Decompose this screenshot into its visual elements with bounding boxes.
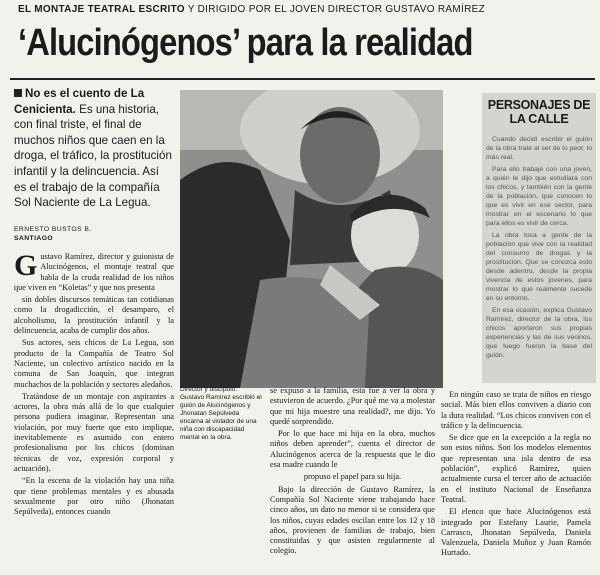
paragraph: propuso el papel para su hija. xyxy=(303,472,402,482)
paragraph: En esa ocasión, explica Gustavo Ramírez, director de la obra, los chicos aportaron sus propias experiencias y las de sus vecinos, que luego fueron la base del guión. xyxy=(486,307,592,359)
sidebar-text xyxy=(486,135,592,363)
paragraph: Bajo la dirección de Gustavo Ramírez, la Compañía Sol Naciente viene trabajando hace cinco años, un dato no menor si se considera que los niños, cuyas edades oscilan entre los 12 y 18 años, provienen de familias de trabajo, bien constituidas y que asisten regularmente al colegio. xyxy=(270,484,435,556)
bullet-square-icon xyxy=(14,89,22,97)
paragraph: se expuso a la familia, esta fue a ver la obra y estuvieron de acuerdo. ¿Por qué me va a molestar que mi hija muestre una realidad?, me dijo. Yo quedé sorprendido. xyxy=(270,386,435,426)
lead-text: Es una historia, con final triste, el final de muchos niños que caen en la droga, el tráfico, la prostitución infantil y la delincuencia. Así es el trabajo de la compañía Sol Naciente de La Legua. xyxy=(14,102,172,210)
paragraph: “En la escena de la violación hay una niña que tiene problemas mentales y es abusada sexualmente por otro niño (Jhonatan Sepúlveda), entonces cuando xyxy=(14,476,174,517)
body-column-3 xyxy=(441,390,591,561)
paragraph: Sus actores, seis chicos de La Legua, son producto de la Compañía de Teatro Sol Naciente, un colectivo artístico nacido en la comuna de San Joaquín, que integran muchachos de la población y sectores aledaños. xyxy=(14,338,174,389)
paragraph xyxy=(14,249,174,293)
photo-illustration xyxy=(180,90,443,388)
paragraph: Para ello trabajé con una joven, a quién le dijo que estudiara con los chicos, y también con la gente de la población, que conocen lo que es vivir en ese sector, para mostrar en el escenario lo que para ellos es vivir de cerca. xyxy=(486,166,592,227)
byline xyxy=(14,225,174,243)
paragraph: El elenco que hace Alucinógenos está integrado por Estefany Laurie, Pamela Carrasco, Jhonatan Sepúlveda, Daniela Valenzuela, Daniela Muñoz y Juan Ramón Hurtado. xyxy=(441,507,591,558)
kicker-bold: EL MONTAJE TEATRAL ESCRITO xyxy=(18,4,185,15)
drop-cap: G xyxy=(14,249,38,282)
article-kicker xyxy=(18,4,598,15)
paragraph: Por lo que hace mi hija en la obra, muchos niños deben aprender”, cuenta el director de Alucinógenos acerca de la respuesta que le dio esa madre cuando le xyxy=(270,429,435,470)
body-column-2 xyxy=(270,386,435,559)
byline-author: ERNESTO BUSTOS B. xyxy=(14,226,92,233)
paragraph: Cuando decidí escribir el guión de la obra traté al ser de lo peor, lo más real. xyxy=(486,136,592,161)
lead-paragraph xyxy=(14,86,174,211)
body-column-1 xyxy=(14,249,174,519)
paragraph: En ningún caso se trata de niños en riesgo social. Más bien ellos conviven a diario con la dura realidad. “Los chicos conviven con el tráfico y la delincuencia. xyxy=(441,390,591,430)
paragraph: La obra toca a gente de la población que vive con la realidad del consumo de drogas y la prostitución. Que se conozca esto desde adentro, desde la propia vivencia de estos jóvenes, para mostrar lo que realmente sucede en su entorno. xyxy=(486,232,592,302)
article-photo xyxy=(180,90,443,388)
paragraph: Tratándose de un montaje con aspirantes a actores, la obra más allá de lo que cualquier persona pudiera imaginar. Representan una violación, por muy fuerte que esto implique, inevitablemente es asumido con entero profesionalismo por los chicos (dominan técnicas de voz, expresión corporal y actuación). xyxy=(14,391,174,473)
lead-bold: No es el cuento de La Cenicienta. xyxy=(14,87,145,116)
paragraph-text: ustavo Ramírez, director y guionista de Alucinógenos, el montaje teatral que habla de la cruda realidad de los niños que viven en “Koletas” y que nos presenta xyxy=(14,252,174,292)
kicker-rest: Y DIRIGIDO POR EL JOVEN DIRECTOR GUSTAVO RAMÍREZ xyxy=(184,4,486,15)
paragraph: Se dice que en la excepción a la regla no son estos niños. Son los modelos elementos que representan una isla dentro de esa población”, explicó Ramírez, quien actualmente cursa el tercer año de actuación en el instituto Nacional de Enseñanza Teatral. xyxy=(441,433,591,504)
headline-rule xyxy=(10,78,595,80)
headline: ‘Alucinógenos’ para la realidad xyxy=(18,22,473,64)
byline-city: SANTIAGO xyxy=(14,235,54,242)
paragraph: sin dobles discursos temáticas tan cotidianas como la drogadicción, el desamparo, el alcoholismo, la prostitución infantil y la delincuencia, acaba de cumplir dos años. xyxy=(14,295,174,336)
sidebar-title: PERSONAJES DE LA CALLE xyxy=(487,98,591,126)
photo-caption: Director y discípulo. Gustavo Ramírez escribió el guión de Alucinógenos y Jhonatan Sepúlveda encarna al violador de una niña con discapacidad mental en la obra. xyxy=(180,386,262,441)
